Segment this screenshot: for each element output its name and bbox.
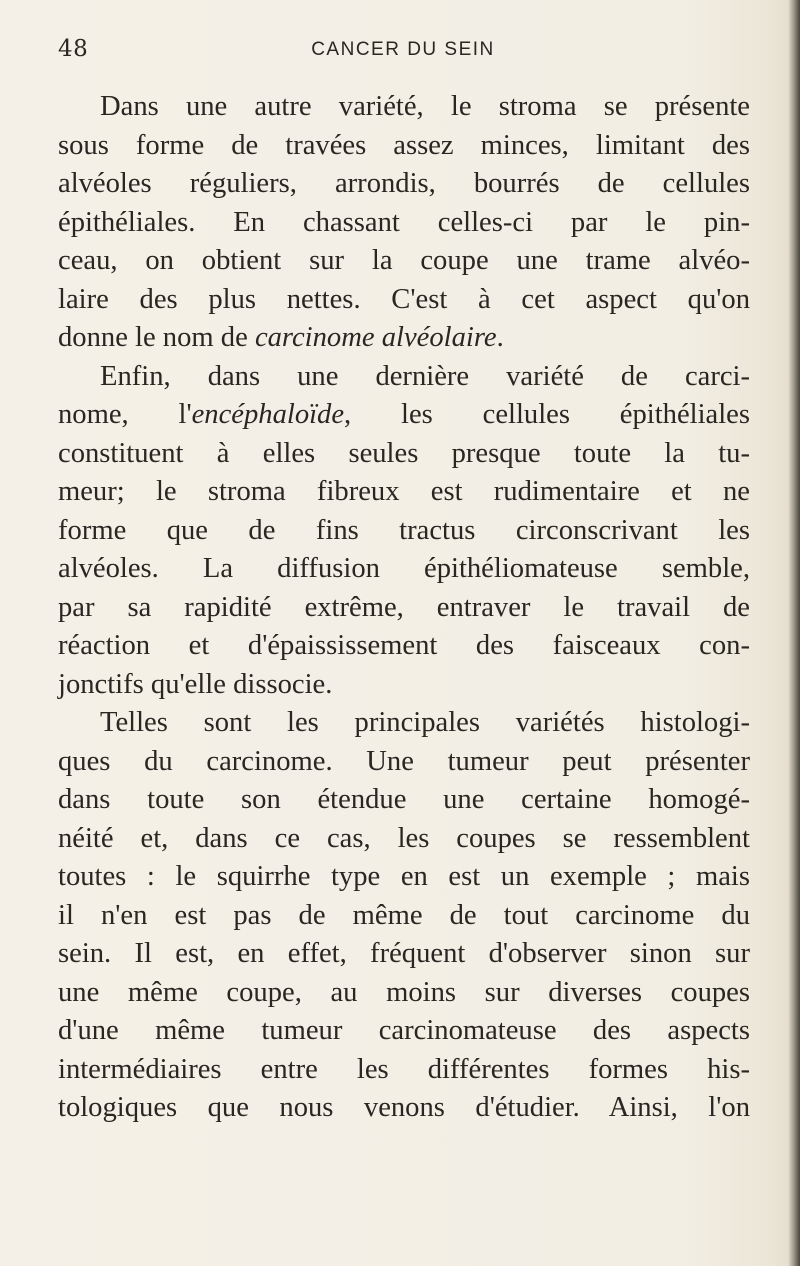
text-line — [58, 704, 750, 743]
text-run: laire des plus nettes. C'est à cet aspect qu'on — [58, 283, 750, 315]
text-line — [58, 781, 750, 820]
text-run: Telles sont les principales variétés histologi- — [100, 707, 750, 738]
text-run: forme que de fins tractus circonscrivant les — [58, 514, 750, 546]
text-run: Enfin, dans une dernière variété de carci- — [100, 360, 750, 392]
text-run: sein. Il est, en effet, fréquent d'observer sinon sur — [58, 938, 750, 969]
text-run: d'une même tumeur carcinomateuse des aspects — [58, 1015, 750, 1046]
text-run: ques du carcinome. Une tumeur peut présenter — [58, 745, 750, 777]
text-line — [58, 589, 750, 628]
text-line — [58, 1012, 750, 1051]
text-line — [58, 550, 750, 589]
text-run: toutes : le squirrhe type en est un exemple ; mais — [58, 861, 750, 892]
text-line — [58, 935, 750, 974]
italic-term: carcinome alvéolaire — [254, 322, 497, 353]
text-line — [58, 1089, 750, 1128]
text-line — [58, 1051, 750, 1090]
text-line — [58, 858, 750, 897]
text-line — [58, 974, 750, 1013]
page-edge-shadow — [788, 0, 800, 1266]
text-run: dans toute son étendue une certaine homogé- — [58, 784, 750, 815]
text-run: meur; le stroma fibreux est rudimentaire et ne — [58, 476, 750, 507]
text-line — [58, 743, 750, 782]
text-run: intermédiaires entre les différentes formes his- — [58, 1053, 750, 1085]
text-line — [58, 242, 750, 281]
text-run: épithéliales. En chassant celles-ci par le pin- — [58, 206, 750, 238]
text-run: tologiques que nous venons d'étudier. Ainsi, l'on — [58, 1092, 750, 1123]
text-line — [58, 627, 750, 666]
text-run: ceau, on obtient sur la coupe une trame alvéo- — [58, 245, 750, 276]
text-line — [58, 666, 750, 705]
text-run: sous forme de travées assez minces, limitant des — [58, 129, 750, 161]
text-line — [58, 319, 750, 358]
text-line — [58, 358, 750, 397]
text-run: il n'en est pas de même de tout carcinome du — [58, 899, 750, 931]
italic-term: encéphaloïde — [191, 399, 345, 430]
text-run: . — [496, 322, 504, 353]
text-run: constituent à elles seules presque toute la tu- — [58, 437, 750, 469]
text-run: nome, l' — [58, 399, 192, 430]
text-line — [58, 88, 750, 127]
text-line — [58, 473, 750, 512]
text-run: donne le nom de — [58, 322, 255, 353]
page-header — [58, 36, 748, 66]
paragraph — [58, 88, 750, 358]
text-run: jonctifs qu'elle dissocie. — [58, 668, 333, 700]
text-line — [58, 396, 750, 435]
text-line — [58, 127, 750, 166]
page-number: 48 — [58, 36, 89, 62]
text-run: une même coupe, au moins sur diverses coupes — [58, 976, 750, 1008]
text-line — [58, 512, 750, 551]
text-run: , les cellules épithéliales — [344, 399, 750, 430]
paragraph — [58, 358, 750, 705]
text-line — [58, 204, 750, 243]
text-run: alvéoles. La diffusion épithéliomateuse semble, — [58, 553, 750, 584]
body-text — [58, 88, 750, 1128]
text-run: par sa rapidité extrême, entraver le travail de — [58, 591, 750, 623]
text-line — [58, 897, 750, 936]
text-line — [58, 165, 750, 204]
paragraph — [58, 704, 750, 1128]
text-run: alvéoles réguliers, arrondis, bourrés de cellules — [58, 168, 750, 199]
text-line — [58, 820, 750, 859]
text-line — [58, 281, 750, 320]
running-title: CANCER DU SEIN — [311, 39, 495, 60]
text-line — [58, 435, 750, 474]
text-run: néité et, dans ce cas, les coupes se ressemblent — [58, 822, 750, 854]
text-run: Dans une autre variété, le stroma se présente — [100, 91, 750, 122]
text-run: réaction et d'épaississement des faisceaux con- — [58, 630, 750, 661]
